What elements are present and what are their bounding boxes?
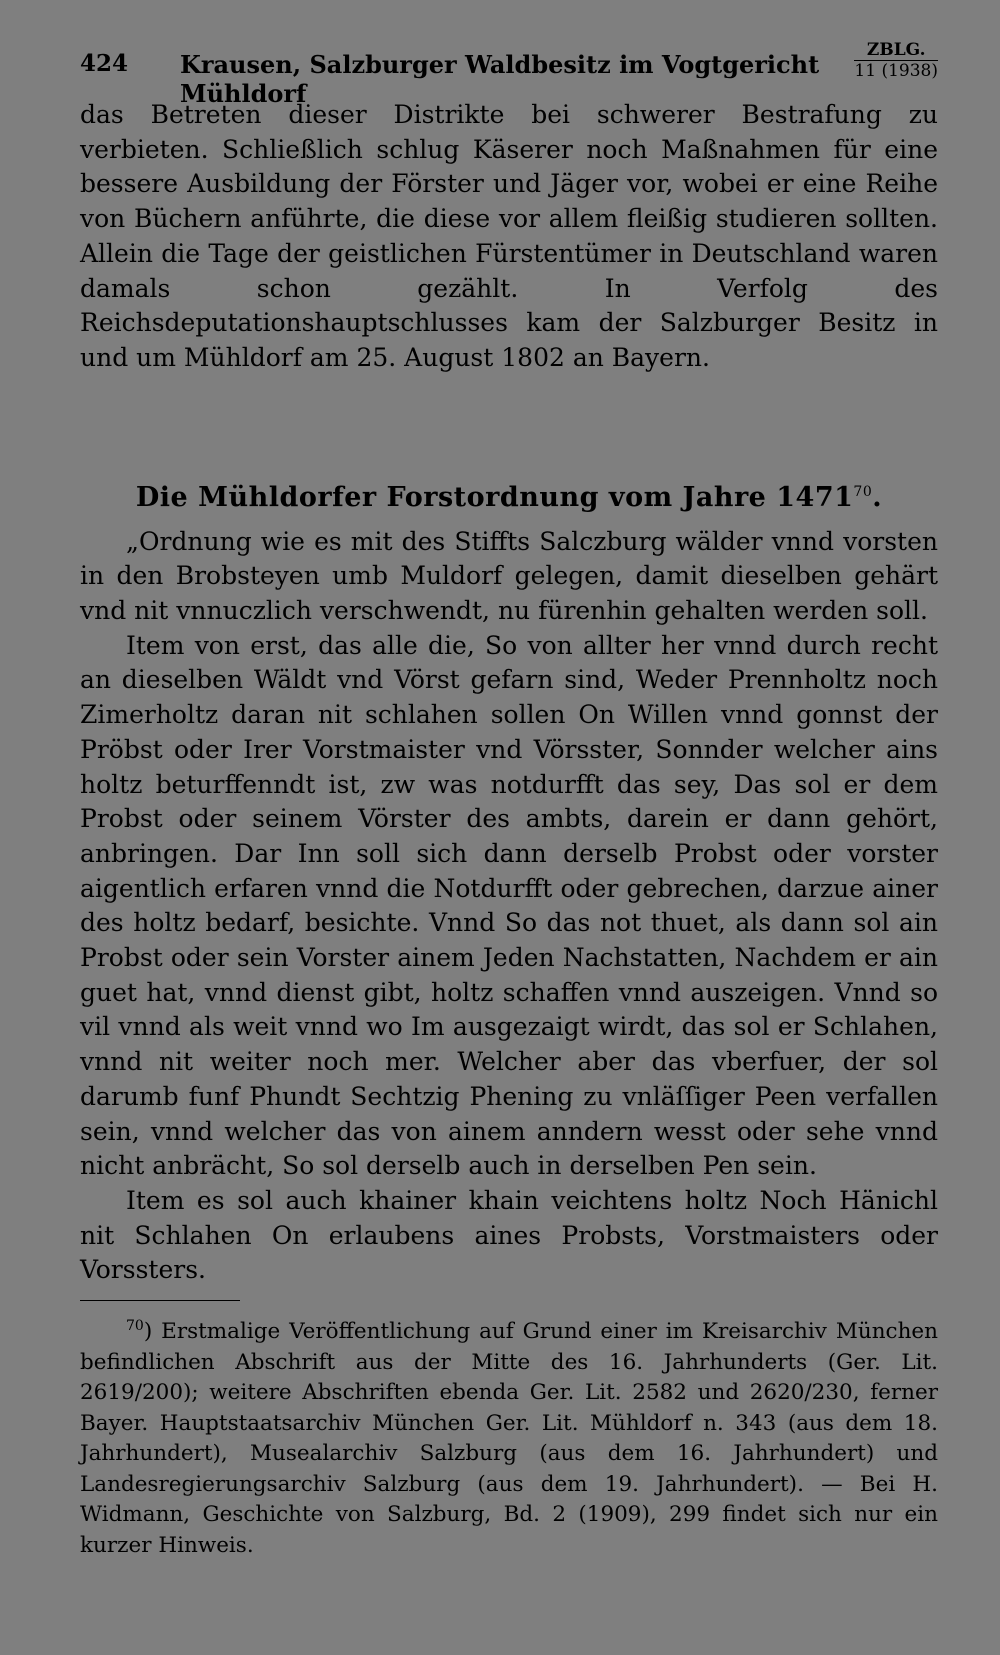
section-heading-text: Die Mühldorfer Forstordnung vom Jahre 1471 — [135, 481, 854, 513]
body-paragraph: „Ordnung wie es mit des Stiffts Salczburg wälder vnnd vorsten in den Brobsteyen umb Muldorf gelegen, damit dieselben gehärt vnd nit vnnuczlich verschwendt, nu fürenhin gehalten werden soll. — [80, 526, 938, 626]
footnote-divider — [80, 1300, 240, 1301]
journal-abbreviation: ZBLG. — [866, 40, 926, 60]
running-title: Krausen, Salzburger Waldbesitz im Vogtgericht Mühldorf — [180, 50, 820, 108]
footnote — [80, 1311, 938, 1561]
footnote-text: ) Erstmalige Veröffentlichung auf Grund einer im Kreisarchiv München befindlichen Abschrift aus der Mitte des 16. Jahrhunderts (Ger. Lit. 2619/200); weitere Abschriften ebenda Ger. Lit. 2582 und 2620/230, ferner Bayer. Hauptstaatsarchiv München Ger. Lit. Mühldorf n. 343 (aus dem 18. Jahrhundert), Musealarchiv Salzburg (aus dem 16. Jahrhundert) und Landesregierungsarchiv Salzburg (aus dem 19. Jahrhundert). — Bei H. Widmann, Geschichte von Salzburg, Bd. 2 (1909), 299 findet sich nur ein kurzer Hinweis. — [80, 1319, 938, 1558]
journal-volume: 11 (1938) — [854, 61, 938, 81]
page-number: 424 — [80, 50, 129, 77]
document-page — [80, 40, 938, 1561]
section-heading — [80, 482, 938, 513]
footnote-mark: 70 — [126, 1318, 144, 1335]
journal-reference — [854, 40, 938, 81]
footnote-reference: 70 — [853, 483, 873, 500]
running-header — [80, 40, 938, 108]
body-paragraph: das Betreten dieser Distrikte bei schwerer Bestrafung zu verbieten. Schließlich schlug Käserer noch Maßnahmen für eine bessere Ausbildung der Förster und Jäger vor, wobei er eine Reihe von Büchern anführte, die diese vor allem fleißig studieren sollten. Allein die Tage der geistlichen Fürstentümer in Deutschland waren damals schon gezählt. In Verfolg des Reichsdeputationshauptschlusses kam der Salzburger Besitz in und um Mühldorf am 25. August 1802 an Bayern. — [80, 100, 938, 372]
body-paragraph: Item von erst, das alle die, So von allter her vnnd durch recht an dieselben Wäldt vnd Vörst gefarn sind, Weder Prennholtz noch Zimerholtz daran nit schlahen sollen On Willen vnnd gonnst der Pröbst oder Irer Vorstmaister vnd Vörsster, Sonnder welcher ains holtz beturffenndt ist, zw was notdurfft das sey, Das sol er dem Probst oder seinem Vörster des ambts, darein er dann gehört, anbringen. Dar Inn soll sich dann derselb Probst oder vorster aigentlich erfaren vnnd die Notdurfft oder gebrechen, darzue ainer des holtz bedarf, besichte. Vnnd So das not thuet, als dann sol ain Probst oder sein Vorster ainem Jeden Nachstatten, Nachdem er ain guet hat, vnnd dienst gibt, holtz schaffen vnnd auszeigen. Vnnd so vil vnnd als weit vnnd wo Im ausgezaigt wirdt, das sol er Schlahen, vnnd nit weiter noch mer. Welcher aber das vberfuer, der sol darumb funf Phundt Sechtzig Phening zu vnläſſiger Peen verfallen sein, vnnd welcher das von ainem anndern wesst oder sehe vnnd nicht anbrächt, So sol derselb auch in derselben Pen sein. — [80, 630, 938, 1181]
body-paragraph: Item es sol auch khainer khain veichtens holtz Noch Hänichl nit Schlahen On erlaubens aines Probsts, Vorstmaisters oder Vorssters. — [80, 1185, 938, 1285]
heading-period: . — [872, 481, 883, 513]
